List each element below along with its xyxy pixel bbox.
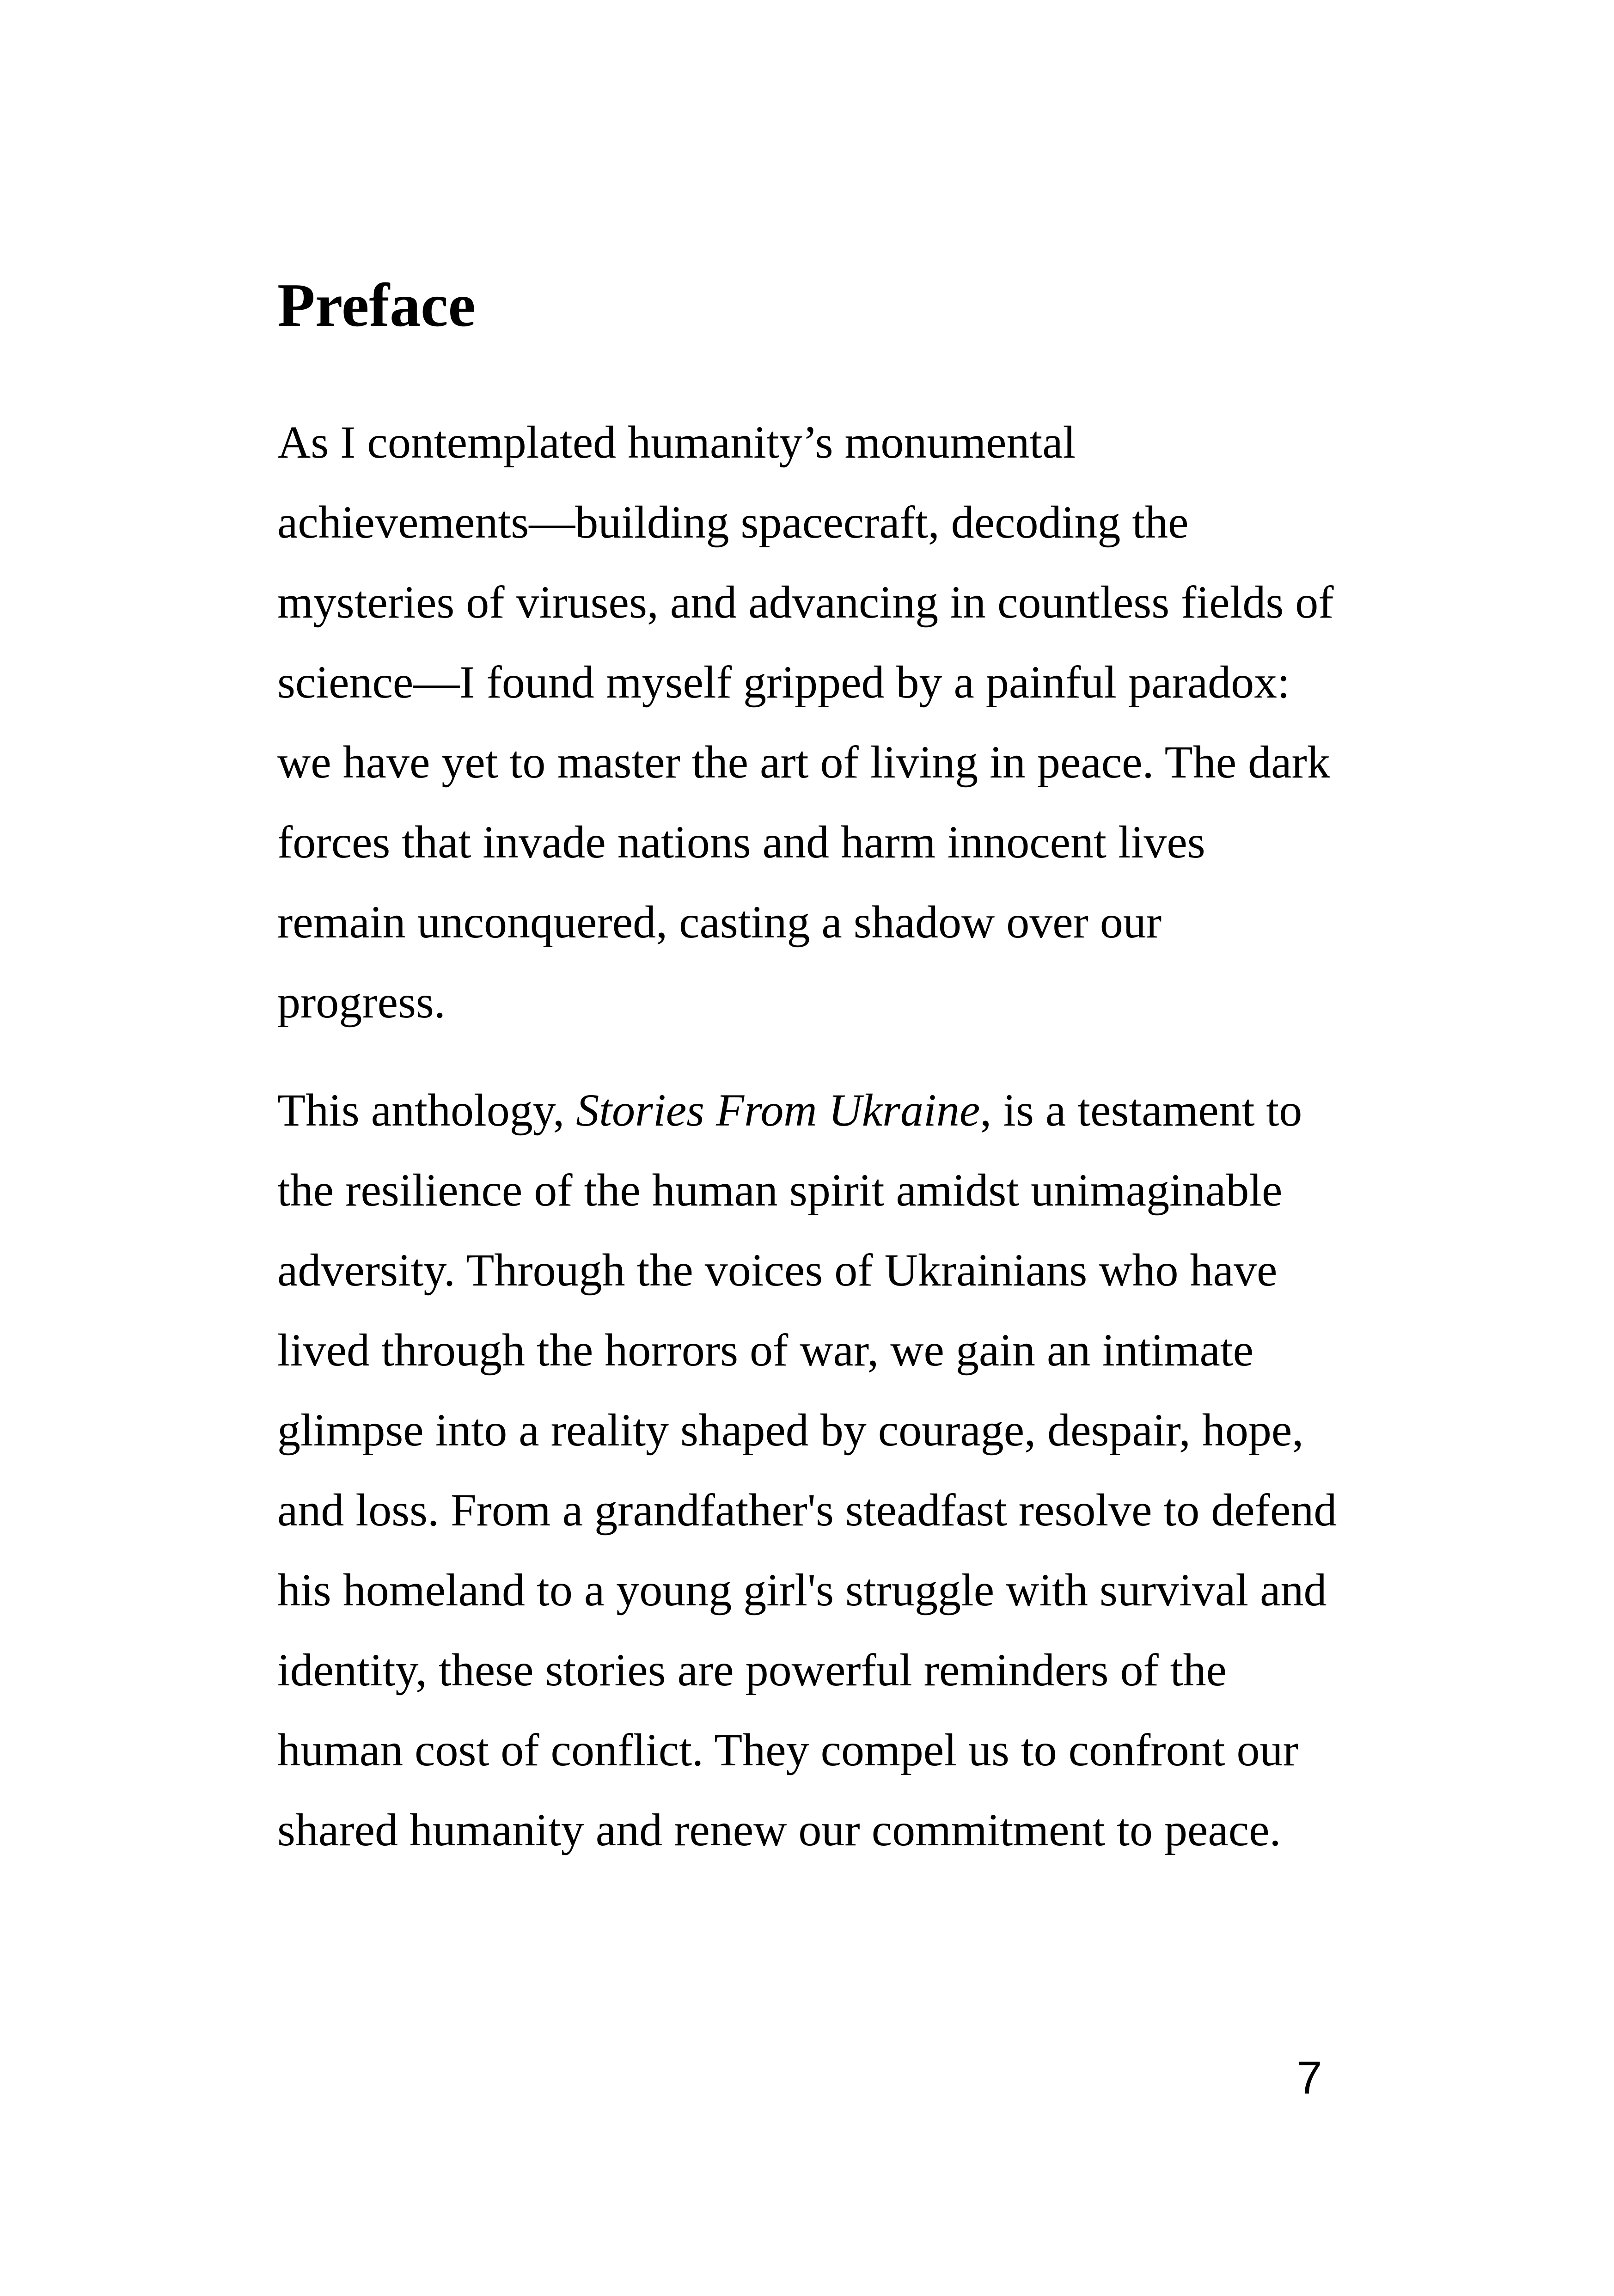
preface-paragraph-1 (277, 402, 1334, 1042)
paragraph-line: mysteries of viruses, and advancing in countless fields of (277, 576, 1334, 628)
paragraph-line: glimpse into a reality shaped by courage, despair, hope, (277, 1404, 1304, 1456)
paragraph-line: science—I found myself gripped by a painful paradox: (277, 656, 1290, 708)
paragraph-line: and loss. From a grandfather's steadfast resolve to defend (277, 1484, 1337, 1536)
paragraph-line: adversity. Through the voices of Ukrainians who have (277, 1244, 1278, 1296)
paragraph-line: achievements—building spacecraft, decoding the (277, 496, 1189, 548)
paragraph-line: the resilience of the human spirit amidst unimaginable (277, 1164, 1283, 1216)
page-number: 7 (1296, 2052, 1322, 2104)
paragraph-line: lived through the horrors of war, we gain an intimate (277, 1324, 1254, 1376)
paragraph-line: forces that invade nations and harm innocent lives (277, 816, 1205, 868)
paragraph-line: remain unconquered, casting a shadow over our (277, 896, 1162, 948)
preface-paragraph-2 (277, 1070, 1337, 1870)
paragraph-line: we have yet to master the art of living in peace. The dark (277, 736, 1330, 788)
chapter-heading: Preface (277, 271, 476, 339)
paragraph-line: shared humanity and renew our commitment to peace. (277, 1804, 1281, 1855)
paragraph-text: , is a testament to (980, 1084, 1302, 1136)
paragraph-line: identity, these stories are powerful reminders of the (277, 1644, 1227, 1696)
paragraph-line: human cost of conflict. They compel us to confront our (277, 1724, 1298, 1776)
paragraph-text: This anthology, (277, 1084, 576, 1136)
paragraph-line (277, 1070, 1337, 1150)
paragraph-line: progress. (277, 976, 446, 1028)
paragraph-line: As I contemplated humanity’s monumental (277, 416, 1076, 468)
book-title: Stories From Ukraine (576, 1084, 980, 1136)
paragraph-line: his homeland to a young girl's struggle with survival and (277, 1564, 1327, 1616)
